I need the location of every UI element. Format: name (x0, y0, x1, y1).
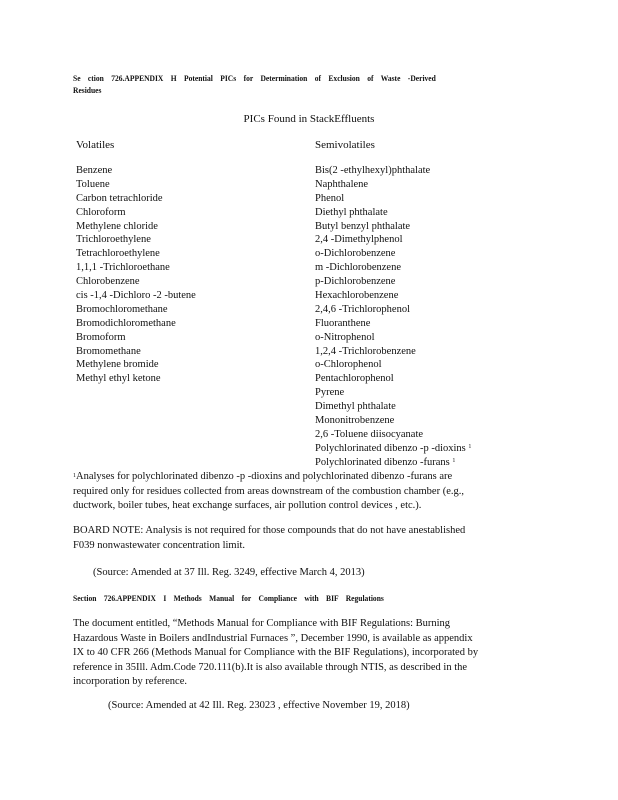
list-item: p-Dichlorobenzene (315, 276, 396, 288)
list-item: o-Dichlorobenzene (315, 248, 396, 260)
appendix-h-heading-line2: Residues (73, 86, 102, 95)
list-item: Toluene (76, 178, 110, 190)
footnote-line (73, 470, 533, 485)
list-item: Dimethyl phthalate (315, 401, 396, 413)
list-item: Tetrachloroethylene (76, 248, 160, 260)
appendix-i-heading-line1: Section 726.APPENDIX I Methods Manual for Compliance with BIF Regulations (73, 594, 384, 603)
semivolatiles-heading: Semivolatiles (315, 139, 375, 151)
list-item: Methylene chloride (76, 220, 158, 232)
list-item-text: Polychlorinated dibenzo -furans (315, 456, 450, 468)
list-item: Bromodichloromethane (76, 317, 176, 329)
list-item: m -Dichlorobenzene (315, 262, 402, 274)
list-item: cis -1,4 -Dichloro -2 -butene (76, 290, 196, 302)
footnote-line: ductwork, boiler tubes, heat exchange surfaces, air pollution control devices , etc.). (73, 500, 422, 512)
list-item: Hexachlorobenzene (315, 290, 399, 302)
list-item: Benzene (76, 165, 113, 176)
paragraph-line: The document entitled, “Methods Manual for Compliance with BIF Regulations: Burning (73, 618, 451, 629)
board-note (73, 524, 533, 553)
list-item: Carbon tetrachloride (76, 192, 163, 204)
list-item: Methyl ethyl ketone (76, 373, 161, 385)
list-item: Bromochloromethane (76, 303, 168, 315)
appendix-h-heading-line1: Se ction 726.APPENDIX H Potential PICs for Determination of Exclusion of Waste -Derived (73, 74, 436, 83)
list-item (315, 456, 471, 470)
list-item: 1,1,1 -Trichloroethane (76, 262, 170, 274)
footnote-line: required only for residues collected from areas downstream of the combustion chamber (e.g., (73, 485, 464, 497)
list-item: Trichloroethylene (76, 234, 151, 246)
list-item: Butyl benzyl phthalate (315, 220, 411, 232)
board-note-line: BOARD NOTE: Analysis is not required for those compounds that do not have anestablished (73, 525, 466, 536)
list-item: Bromomethane (76, 345, 141, 357)
list-item: 2,4 -Dimethylphenol (315, 234, 403, 246)
volatiles-heading: Volatiles (76, 139, 115, 151)
list-item: Methylene bromide (76, 359, 159, 371)
list-item: 1,2,4 -Trichlorobenzene (315, 345, 416, 357)
source-note-appendix-h: (Source: Amended at 37 Ill. Reg. 3249, effective March 4, 2013) (93, 567, 365, 578)
source-note-appendix-i: (Source: Amended at 42 Ill. Reg. 23023 , effective November 19, 2018) (108, 700, 410, 711)
appendix-h-heading (73, 73, 496, 97)
list-item: Chloroform (76, 206, 126, 218)
list-item-text: Polychlorinated dibenzo -p -dioxins (315, 442, 466, 454)
list-item: Pyrene (315, 387, 345, 399)
footnote-marker: 1 (468, 443, 472, 450)
paragraph-line: reference in 35Ill. Adm.Code 720.111(b).It is also available through NTIS, as described in the (73, 661, 468, 673)
list-item: Bis(2 -ethylhexyl)phthalate (315, 165, 431, 176)
board-note-line: F039 nonwastewater concentration limit. (73, 539, 246, 551)
paragraph-line: incorporation by reference. (73, 676, 187, 688)
list-item (315, 442, 471, 456)
paragraph-line: IX to 40 CFR 266 (Methods Manual for Compliance with the BIF Regulations), incorporated by (73, 647, 479, 659)
list-item: o-Nitrophenol (315, 331, 375, 343)
list-item: Naphthalene (315, 178, 369, 190)
footnote-marker: 1 (452, 457, 456, 464)
appendix-i-heading (73, 593, 496, 605)
list-item: Diethyl phthalate (315, 206, 388, 218)
list-item: 2,6 -Toluene diisocyanate (315, 428, 424, 440)
paragraph-line: Hazardous Waste in Boilers andIndustrial Furnaces ”, December 1990, is available as appendix (73, 632, 473, 644)
table-title: PICs Found in StackEffluents (243, 113, 375, 125)
list-item: Mononitrobenzene (315, 415, 395, 427)
footnote-text: Analyses for polychlorinated dibenzo -p -dioxins and polychlorinated dibenzo -furans are (76, 471, 453, 482)
footnote-number: 1 (73, 473, 76, 479)
semivolatiles-list (315, 164, 471, 470)
volatiles-list (76, 164, 196, 386)
list-item: Chlorobenzene (76, 276, 140, 288)
list-item: o-Chlorophenol (315, 359, 382, 371)
methods-manual-paragraph (73, 617, 533, 690)
list-item: Pentachlorophenol (315, 373, 394, 385)
list-item: Fluoranthene (315, 317, 371, 329)
list-item: Bromoform (76, 331, 126, 343)
list-item: Phenol (315, 192, 345, 204)
list-item: 2,4,6 -Trichlorophenol (315, 303, 410, 315)
footnote (73, 470, 533, 514)
